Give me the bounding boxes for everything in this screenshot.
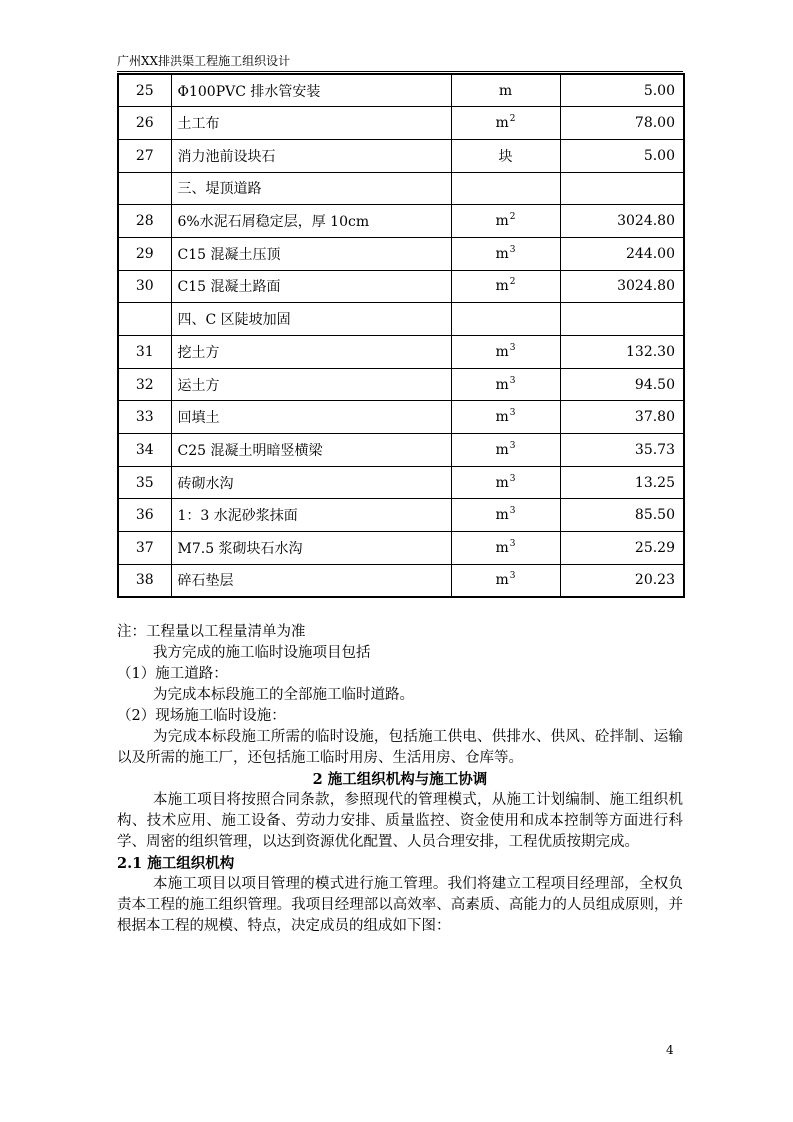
table-row bbox=[118, 303, 684, 336]
row-number: 27 bbox=[118, 139, 171, 172]
section21-paragraph: 本施工项目以项目管理的模式进行施工管理。我们将建立工程项目经理部，全权负责本工程的施工组织管理。我项目经理部以高效率、高素质、高能力的人员组成原则，并根据本工程的规模、特点，决定成员的组成如下图： bbox=[117, 876, 683, 934]
item1-text: 为完成本标段施工的全部施工临时道路。 bbox=[153, 687, 414, 703]
item-unit bbox=[451, 107, 560, 140]
section2-paragraph: 本施工项目将按照合同条款，参照现代的管理模式，从施工计划编制、施工组织机构、技术应用、施工设备、劳动力安排、质量监控、资金使用和成本控制等方面进行科学、周密的组织管理，以达到资源优化配置、人员合理安排，工程优质按期完成。 bbox=[117, 792, 683, 850]
item-name: 1：3 水泥砂浆抹面 bbox=[171, 499, 451, 532]
unit-exponent: 3 bbox=[509, 342, 516, 353]
unit-exponent: 3 bbox=[509, 408, 516, 419]
row-number: 25 bbox=[118, 74, 171, 107]
table-row bbox=[118, 237, 684, 270]
unit-text: m bbox=[495, 343, 509, 360]
item-quantity: 35.73 bbox=[560, 434, 684, 467]
unit-text: m bbox=[495, 278, 509, 295]
item-quantity: 85.50 bbox=[560, 499, 684, 532]
table-row bbox=[118, 434, 684, 467]
unit-exponent: 3 bbox=[509, 375, 516, 386]
item-quantity: 244.00 bbox=[560, 237, 684, 270]
table-row bbox=[118, 532, 684, 565]
unit-exponent: 3 bbox=[509, 571, 516, 582]
unit-exponent: 3 bbox=[509, 538, 516, 549]
section2-heading: 2 施工组织机构与施工协调 bbox=[312, 771, 488, 788]
item-quantity: 5.00 bbox=[560, 74, 684, 107]
item-unit bbox=[451, 139, 560, 172]
item-unit bbox=[451, 401, 560, 434]
row-number: 31 bbox=[118, 336, 171, 369]
row-number: 26 bbox=[118, 107, 171, 140]
item-unit bbox=[451, 270, 560, 303]
table-row bbox=[118, 564, 684, 597]
item-unit bbox=[451, 466, 560, 499]
table-row bbox=[118, 74, 684, 107]
item-quantity: 3024.80 bbox=[560, 205, 684, 238]
item-quantity: 132.30 bbox=[560, 336, 684, 369]
item-name: Φ100PVC 排水管安装 bbox=[171, 74, 451, 107]
item-name: 运土方 bbox=[171, 368, 451, 401]
item-unit bbox=[451, 237, 560, 270]
section21-heading: 2.1 施工组织机构 bbox=[117, 855, 235, 872]
table-row bbox=[118, 499, 684, 532]
item-unit bbox=[451, 74, 560, 107]
unit-exponent: 2 bbox=[509, 114, 516, 125]
row-number: 35 bbox=[118, 466, 171, 499]
table-row bbox=[118, 205, 684, 238]
item-name: C15 混凝土压顶 bbox=[171, 237, 451, 270]
row-number: 32 bbox=[118, 368, 171, 401]
row-number: 38 bbox=[118, 564, 171, 597]
unit-exponent: 3 bbox=[509, 244, 516, 255]
item-name: 砖砌水沟 bbox=[171, 466, 451, 499]
unit-text: m bbox=[495, 539, 509, 556]
unit-text: m bbox=[495, 572, 509, 589]
unit-exponent: 3 bbox=[509, 506, 516, 517]
unit-exponent: 2 bbox=[509, 277, 516, 288]
row-number: 30 bbox=[118, 270, 171, 303]
unit-exponent: 2 bbox=[509, 212, 516, 223]
page-header bbox=[117, 51, 683, 72]
row-number bbox=[118, 303, 171, 336]
item-name: 碎石垫层 bbox=[171, 564, 451, 597]
unit-text: m bbox=[498, 82, 513, 99]
row-number: 29 bbox=[118, 237, 171, 270]
item1-title: （1）施工道路： bbox=[117, 666, 228, 682]
table-row bbox=[118, 139, 684, 172]
table-row bbox=[118, 172, 684, 205]
table-row bbox=[118, 270, 684, 303]
item-name: 土工布 bbox=[171, 107, 451, 140]
item-unit bbox=[451, 368, 560, 401]
item-name: 挖土方 bbox=[171, 336, 451, 369]
unit-text: m bbox=[495, 441, 509, 458]
page-number: 4 bbox=[666, 1043, 674, 1057]
item-unit bbox=[451, 434, 560, 467]
item-name: 6%水泥石屑稳定层，厚 10cm bbox=[171, 205, 451, 238]
row-number: 34 bbox=[118, 434, 171, 467]
item-name: C25 混凝土明暗竖横梁 bbox=[171, 434, 451, 467]
item-unit bbox=[451, 564, 560, 597]
row-number bbox=[118, 172, 171, 205]
item-unit bbox=[451, 172, 560, 205]
row-number: 36 bbox=[118, 499, 171, 532]
table-note: 注：工程量以工程量清单为准 bbox=[117, 624, 306, 640]
item-unit bbox=[451, 303, 560, 336]
item2-text: 为完成本标段施工所需的临时设施，包括施工供电、供排水、供风、砼拌制、运输以及所需的施工厂，还包括施工临时用房、生活用房、仓库等。 bbox=[117, 729, 683, 766]
unit-exponent: 3 bbox=[509, 473, 516, 484]
quantity-table-body bbox=[118, 74, 684, 597]
item-quantity: 3024.80 bbox=[560, 270, 684, 303]
table-row bbox=[118, 107, 684, 140]
item-unit bbox=[451, 336, 560, 369]
item-name: 四、C 区陡坡加固 bbox=[171, 303, 451, 336]
temporary-facilities-intro: 我方完成的施工临时设施项目包括 bbox=[153, 645, 371, 661]
unit-exponent: 3 bbox=[509, 440, 516, 451]
item-quantity: 25.29 bbox=[560, 532, 684, 565]
quantity-table bbox=[117, 73, 685, 598]
unit-text: m bbox=[495, 115, 509, 132]
item-quantity bbox=[560, 172, 684, 205]
table-row bbox=[118, 336, 684, 369]
item-unit bbox=[451, 205, 560, 238]
item2-title: （2）现场施工临时设施： bbox=[117, 708, 286, 724]
header-title: 广州XX排洪渠工程施工组织设计 bbox=[117, 54, 291, 68]
row-number: 33 bbox=[118, 401, 171, 434]
unit-text: m bbox=[495, 474, 509, 491]
unit-text: m bbox=[495, 409, 509, 426]
item-quantity: 13.25 bbox=[560, 466, 684, 499]
row-number: 28 bbox=[118, 205, 171, 238]
unit-text: m bbox=[495, 245, 509, 262]
row-number: 37 bbox=[118, 532, 171, 565]
table-row bbox=[118, 466, 684, 499]
item-unit bbox=[451, 532, 560, 565]
item-name: M7.5 浆砌块石水沟 bbox=[171, 532, 451, 565]
unit-text: m bbox=[495, 213, 509, 230]
unit-text: 块 bbox=[498, 148, 513, 165]
item-quantity: 78.00 bbox=[560, 107, 684, 140]
item-quantity: 94.50 bbox=[560, 368, 684, 401]
unit-text: m bbox=[495, 376, 509, 393]
table-row bbox=[118, 401, 684, 434]
item-name: 三、堤顶道路 bbox=[171, 172, 451, 205]
item-name: 回填土 bbox=[171, 401, 451, 434]
item-quantity: 5.00 bbox=[560, 139, 684, 172]
item-name: C15 混凝土路面 bbox=[171, 270, 451, 303]
item-quantity bbox=[560, 303, 684, 336]
unit-text: m bbox=[495, 507, 509, 524]
table-row bbox=[118, 368, 684, 401]
item-name: 消力池前设块石 bbox=[171, 139, 451, 172]
item-quantity: 20.23 bbox=[560, 564, 684, 597]
item-quantity: 37.80 bbox=[560, 401, 684, 434]
item-unit bbox=[451, 499, 560, 532]
